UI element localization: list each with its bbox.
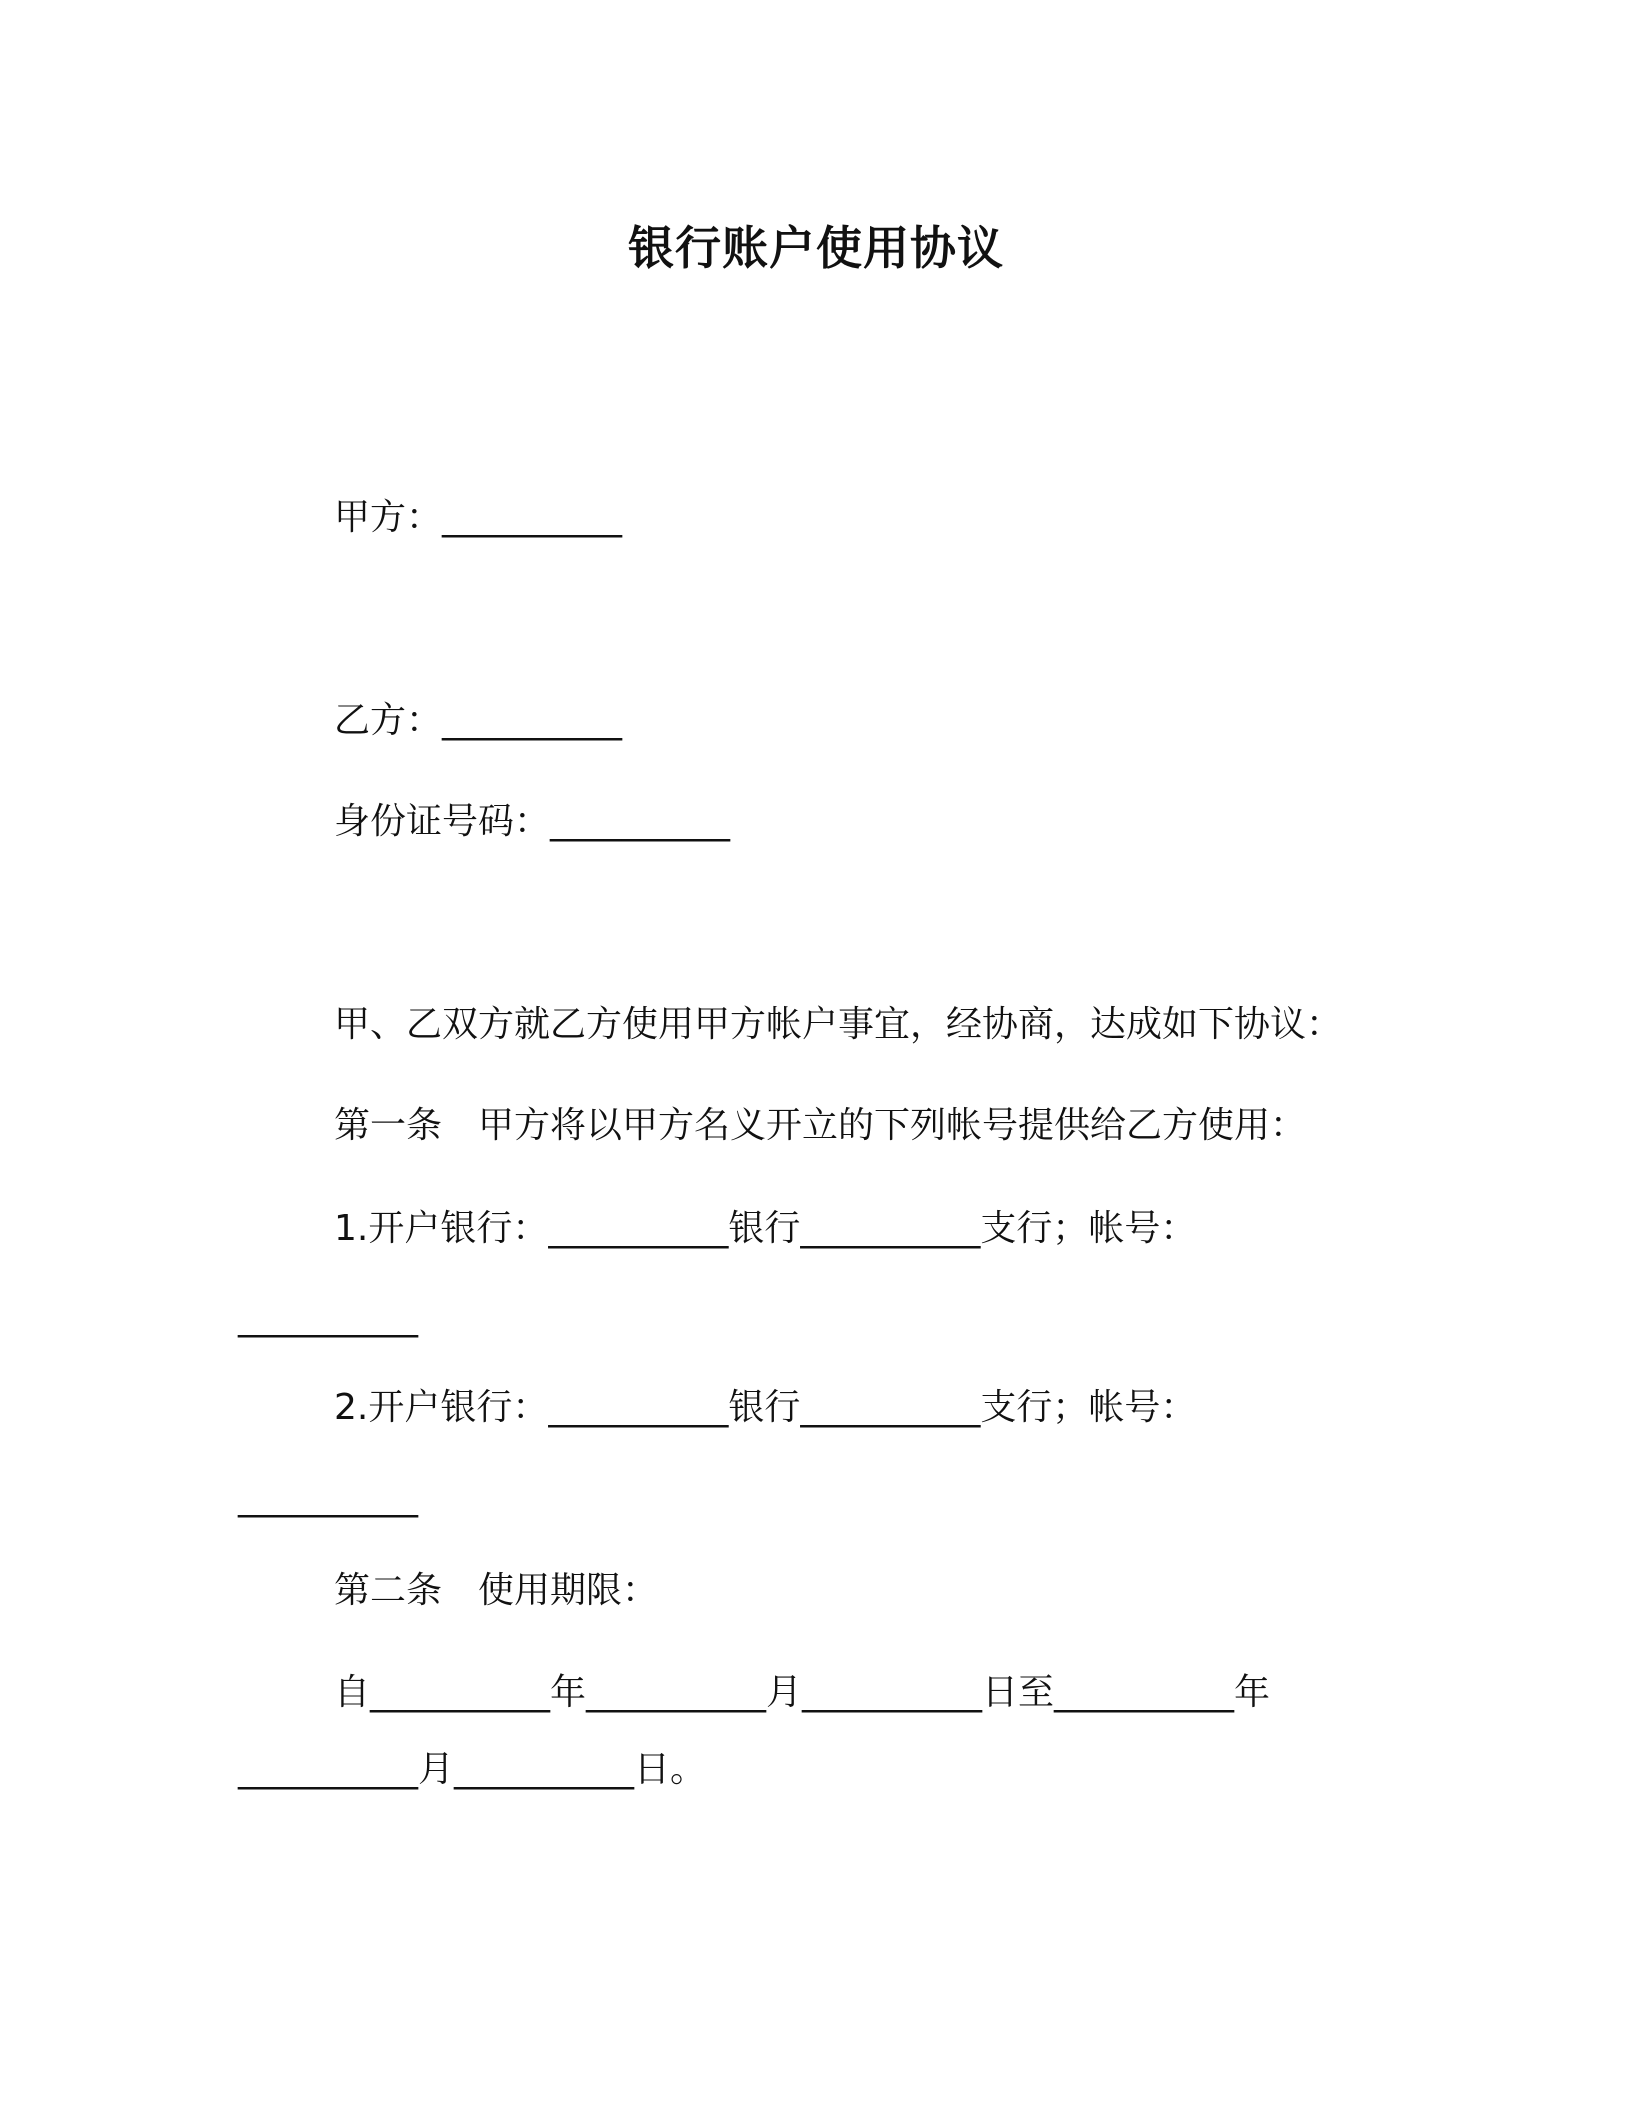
- id-number-line: 身份证号码：__________: [334, 801, 731, 842]
- intro-paragraph: 甲、乙双方就乙方使用甲方帐户事宜，经协商，达成如下协议：: [334, 1004, 1343, 1045]
- document-title: 银行账户使用协议: [628, 221, 1004, 275]
- party-b-line: 乙方：__________: [334, 700, 623, 741]
- account-2-number-blank: __________: [238, 1477, 418, 1518]
- account-1-line: 1.开户银行：__________银行__________支行；帐号：: [334, 1208, 1197, 1249]
- party-a-line: 甲方：__________: [334, 497, 623, 538]
- period-line-2: __________月__________日。: [238, 1749, 707, 1790]
- period-line-1: 自__________年__________月__________日至__________年: [334, 1672, 1270, 1713]
- article-1-heading: 第一条 甲方将以甲方名义开立的下列帐号提供给乙方使用：: [334, 1105, 1307, 1146]
- account-2-line: 2.开户银行：__________银行__________支行；帐号：: [334, 1387, 1197, 1428]
- article-2-heading: 第二条 使用期限：: [334, 1570, 659, 1611]
- account-1-number-blank: __________: [238, 1297, 418, 1338]
